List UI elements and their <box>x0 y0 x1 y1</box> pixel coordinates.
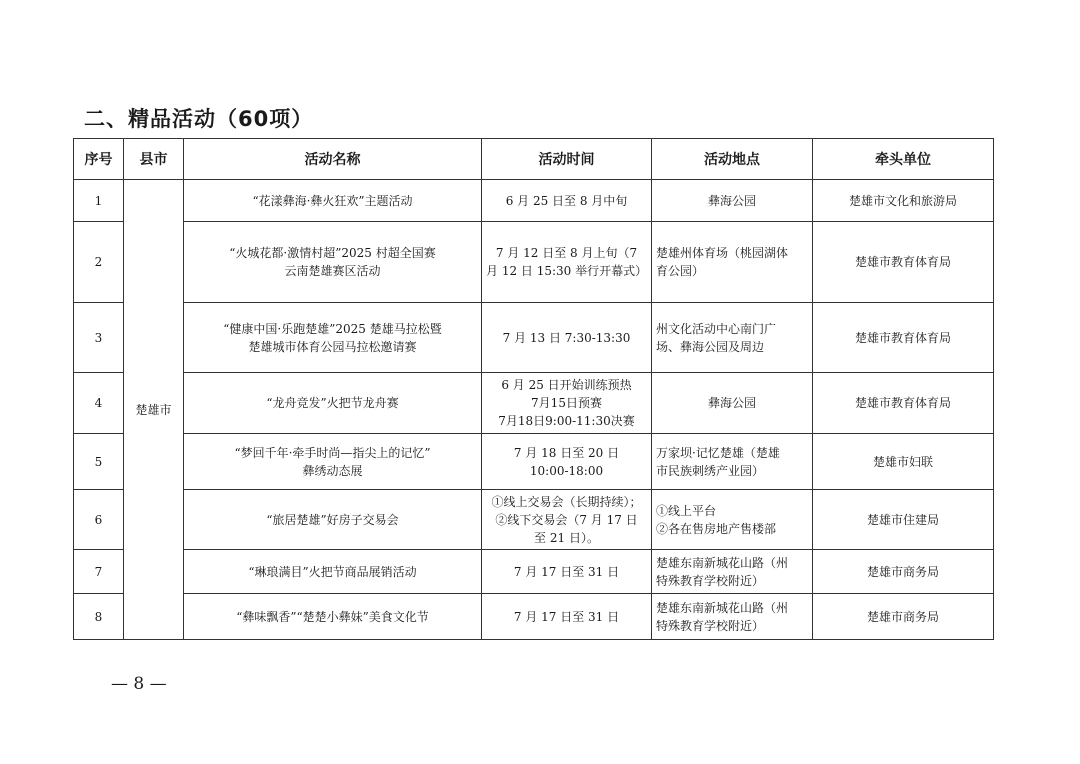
cell-line: 楚雄城市体育公园马拉松邀请赛 <box>248 339 417 354</box>
col-header-activity-name: 活动名称 <box>184 139 482 180</box>
cell-no: 7 <box>74 550 124 594</box>
cell-activity-place <box>652 373 813 434</box>
col-header-lead-unit: 牵头单位 <box>813 139 994 180</box>
table-row <box>74 594 994 640</box>
cell-line: 育公园） <box>656 264 705 278</box>
cell-activity-time <box>482 303 652 373</box>
cell-no: 4 <box>74 373 124 434</box>
cell-line: ②各在售房地产售楼部 <box>656 521 777 536</box>
table-body <box>74 180 994 640</box>
cell-line: “彝味飘香”“楚楚小彝妹”美食文化节 <box>236 609 429 624</box>
cell-line: “琳琅满目”火把节商品展销活动 <box>248 564 417 579</box>
cell-line: 7 月 13 日 7:30-13:30 <box>502 330 631 345</box>
cell-line: “花漾彝海·彝火狂欢”主题活动 <box>252 193 413 208</box>
table-row <box>74 373 994 434</box>
cell-county: 楚雄市 <box>124 180 184 640</box>
cell-no: 2 <box>74 222 124 303</box>
cell-no: 5 <box>74 434 124 490</box>
cell-line: 市民族刺绣产业园） <box>656 463 765 478</box>
cell-no: 1 <box>74 180 124 222</box>
cell-no: 8 <box>74 594 124 640</box>
cell-activity-name <box>184 373 482 434</box>
cell-activity-name <box>184 550 482 594</box>
cell-line: 特殊教育学校附近） <box>656 618 765 633</box>
cell-activity-time <box>482 434 652 490</box>
col-header-activity-time: 活动时间 <box>482 139 652 180</box>
cell-lead-unit: 楚雄市教育体育局 <box>813 303 994 373</box>
cell-activity-name <box>184 222 482 303</box>
col-header-county: 县市 <box>124 139 184 180</box>
cell-line: 州文化活动中心南门广 <box>656 321 777 336</box>
cell-activity-name <box>184 594 482 640</box>
cell-lead-unit: 楚雄市住建局 <box>813 490 994 550</box>
cell-activity-name <box>184 303 482 373</box>
table-row <box>74 434 994 490</box>
cell-line: 特殊教育学校附近） <box>656 573 765 588</box>
cell-line: 7 月 12 日至 8 月上旬（7 <box>495 246 638 260</box>
cell-activity-place <box>652 434 813 490</box>
cell-line: “火城花都·激情村超”2025 村超全国赛 <box>229 246 436 260</box>
cell-line: “旅居楚雄”好房子交易会 <box>266 512 399 527</box>
activities-table <box>73 138 994 640</box>
cell-line: 月 12 日 15:30 举行开幕式） <box>486 264 648 278</box>
cell-line: 万家坝·记忆楚雄（楚雄 <box>656 445 780 460</box>
cell-line: 云南楚雄赛区活动 <box>284 264 381 278</box>
cell-activity-place <box>652 550 813 594</box>
cell-lead-unit: 楚雄市文化和旅游局 <box>813 180 994 222</box>
cell-lead-unit: 楚雄市妇联 <box>813 434 994 490</box>
cell-activity-name <box>184 434 482 490</box>
cell-lead-unit: 楚雄市商务局 <box>813 594 994 640</box>
cell-line: 彝绣动态展 <box>302 463 363 478</box>
cell-line: 7 月 18 日至 20 日 <box>513 445 620 460</box>
cell-line: 楚雄州体育场（桃园湖体 <box>656 246 789 260</box>
cell-line: ①线上交易会（长期持续）； <box>491 494 642 509</box>
cell-line: 楚雄东南新城花山路（州 <box>656 555 789 570</box>
cell-activity-name <box>184 490 482 550</box>
cell-no: 6 <box>74 490 124 550</box>
table-row <box>74 490 994 550</box>
table-header-row <box>74 139 994 180</box>
cell-activity-place <box>652 303 813 373</box>
cell-line: 彝海公园 <box>707 396 756 410</box>
cell-lead-unit: 楚雄市教育体育局 <box>813 373 994 434</box>
col-header-activity-place: 活动地点 <box>652 139 813 180</box>
table-row <box>74 222 994 303</box>
cell-activity-time <box>482 180 652 222</box>
cell-line: 6 月 25 日至 8 月中旬 <box>505 193 628 208</box>
cell-line: 10:00-18:00 <box>529 463 604 478</box>
cell-activity-time <box>482 373 652 434</box>
cell-activity-name <box>184 180 482 222</box>
cell-activity-place <box>652 180 813 222</box>
cell-line: 彝海公园 <box>707 193 756 208</box>
cell-activity-time <box>482 594 652 640</box>
table-row <box>74 303 994 373</box>
cell-line: 7月15日预赛 <box>531 396 602 410</box>
col-header-no: 序号 <box>74 139 124 180</box>
cell-activity-place <box>652 594 813 640</box>
cell-line: 6 月 25 日开始训练预热 <box>501 378 632 392</box>
cell-line: ②线下交易会（7 月 17 日 <box>495 512 638 527</box>
page-number: — 8 — <box>111 674 167 694</box>
cell-lead-unit: 楚雄市商务局 <box>813 550 994 594</box>
cell-line: “梦回千年·牵手时尚—指尖上的记忆” <box>234 445 431 460</box>
cell-activity-time <box>482 490 652 550</box>
cell-lead-unit: 楚雄市教育体育局 <box>813 222 994 303</box>
cell-line: 场、彝海公园及周边 <box>656 339 765 354</box>
cell-activity-time <box>482 550 652 594</box>
cell-activity-place <box>652 490 813 550</box>
cell-activity-place <box>652 222 813 303</box>
cell-line: “龙舟竞发”火把节龙舟赛 <box>266 396 399 410</box>
table-row <box>74 550 994 594</box>
cell-line: 至 21 日）。 <box>534 530 599 545</box>
section-heading: 二、精品活动（60项） <box>84 107 314 131</box>
cell-line: 7月18日9:00-11:30决赛 <box>498 414 635 428</box>
cell-no: 3 <box>74 303 124 373</box>
cell-line: “健康中国·乐跑楚雄”2025 楚雄马拉松暨 <box>223 321 442 336</box>
table-row <box>74 180 994 222</box>
cell-line: 7 月 17 日至 31 日 <box>513 564 620 579</box>
cell-line: 楚雄东南新城花山路（州 <box>656 600 789 615</box>
cell-activity-time <box>482 222 652 303</box>
cell-line: 7 月 17 日至 31 日 <box>513 609 620 624</box>
cell-line: ①线上平台 <box>656 503 717 518</box>
